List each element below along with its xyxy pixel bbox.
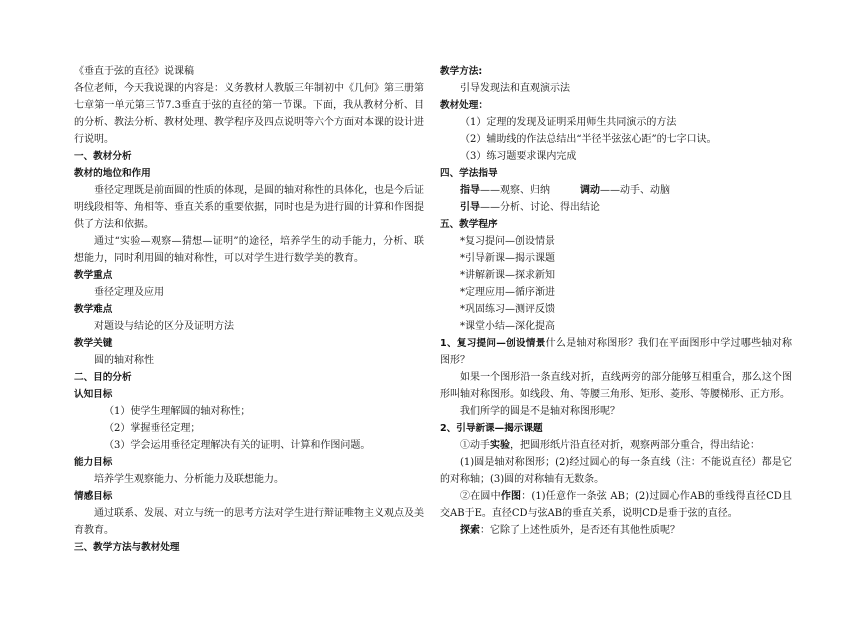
document-title: 《垂直于弦的直径》说课稿	[74, 66, 194, 77]
drawing-prefix: ②在圆中	[460, 491, 501, 502]
left-column	[74, 63, 424, 556]
material-item-3: （3）练习题要求课内完成	[460, 151, 577, 162]
paragraph-role-1: 垂径定理既是前面圆的性质的体现，是圆的轴对称性的具体化，也是今后证明线段相等、角相等、垂直关系的重要依据，同时也是为进行圆的计算和作图提供了方法和依据。	[74, 185, 424, 230]
right-column	[440, 63, 792, 539]
intro-paragraph: 各位老师，今天我说课的内容是：义务教材人教版三年制初中《几何》第三册第七章第一单元第三节7.3垂直于弦的直径的第一节课。下面，我从教材分析、目的分析、教法分析、教材处理、教学程序及四点说明等六个方面对本课的设计进行说明。	[74, 83, 424, 145]
step-1-paragraph	[440, 335, 792, 369]
subheading-key-point: 教学重点	[74, 270, 113, 281]
experiment-line	[440, 437, 792, 454]
paragraph-role-2: 通过“实验—观察—猜想—证明”的途径，培养学生的动手能力，分析、联想能力，同时利用圆的轴对称性，可以对学生进行数学美的教育。	[74, 236, 424, 264]
subheading-emotion: 情感目标	[74, 491, 113, 502]
ability-text: 培养学生观察能力、分析能力及联想能力。	[94, 474, 284, 485]
procedure-item-2: *引导新课—揭示课题	[460, 253, 555, 264]
subheading-crux: 教学关键	[74, 338, 113, 349]
emotion-text: 通过联系、发展、对立与统一的思考方法对学生进行辩证唯物主义观点及美育教育。	[74, 508, 424, 536]
material-item-1: （1）定理的发现及证明采用师生共同演示的方法	[460, 117, 677, 128]
material-item-2: （2）辅助线的作法总结出“半径半弦弦心距”的七字口诀。	[460, 134, 717, 145]
guidance-text-1: ——观察、归纳	[480, 185, 550, 196]
difficulty-text: 对题设与结论的区分及证明方法	[94, 321, 234, 332]
section-heading-4: 四、学法指导	[440, 168, 498, 179]
guidance-label-1: 指导	[460, 185, 480, 196]
procedure-item-4: *定理应用—循序渐进	[460, 287, 555, 298]
step-2-heading: 2、引导新课—揭示课题	[440, 423, 543, 434]
procedure-item-6: *课堂小结—深化提高	[460, 321, 555, 332]
explore-text: ：它除了上述性质外，是否还有其他性质呢？	[480, 525, 680, 536]
guidance-label-3: 引导	[460, 202, 480, 213]
procedure-item-3: *讲解新课—探求新知	[460, 270, 555, 281]
section-heading-3: 三、教学方法与教材处理	[74, 542, 180, 553]
subheading-ability: 能力目标	[74, 457, 113, 468]
subheading-difficulty: 教学难点	[74, 304, 113, 315]
experiment-prefix: ①动手	[460, 440, 490, 451]
crux-text: 圆的轴对称性	[94, 355, 154, 366]
subheading-material-handling: 教材处理：	[440, 100, 488, 111]
drawing-label: 作图	[500, 491, 522, 502]
cognitive-item-3: （3）学会运用垂径定理解决有关的证明、计算和作图问题。	[104, 440, 371, 451]
section-heading-5: 五、教学程序	[440, 219, 498, 230]
explore-line	[440, 522, 792, 539]
step-1-followup: 我们所学的圆是不是轴对称图形呢？	[460, 406, 620, 417]
subheading-cognitive: 认知目标	[74, 389, 113, 400]
subheading-method: 教学方法:	[440, 66, 483, 77]
section-heading-2: 二、目的分析	[74, 372, 132, 383]
step-1-question: 什么是轴对称图形？我们在平面图形中学过哪些轴对称图形？	[440, 338, 792, 366]
guidance-text-3: ——分析、讨论、得出结论	[480, 202, 600, 213]
explore-label: 探索	[460, 525, 480, 536]
experiment-conclusion: (1)圆是轴对称图形；(2)经过圆心的每一条直线（注：不能说直径）都是它的对称轴；(3)圆的对称轴有无数条。	[440, 457, 792, 485]
experiment-label: 实验	[490, 440, 510, 451]
section-heading-1: 一、教材分析	[74, 151, 132, 162]
experiment-text: ，把圆形纸片沿直径对折，观察两部分重合，得出结论：	[510, 440, 760, 451]
drawing-paragraph	[440, 488, 792, 522]
guidance-line-1	[440, 182, 792, 199]
cognitive-item-2: （2）掌握垂径定理；	[104, 423, 201, 434]
step-1-heading: 1、复习提问—创设情景	[440, 338, 546, 349]
step-1-answer: 如果一个图形沿一条直线对折，直线两旁的部分能够互相重合，那么这个图形叫轴对称图形。如线段、角、等腰三角形、矩形、菱形、等腰梯形、正方形。	[440, 372, 792, 400]
procedure-item-5: *巩固练习—测评反馈	[460, 304, 555, 315]
drawing-text: ：(1)任意作一条弦 AB；(2)过圆心作AB的垂线得直径CD且交AB于E。直径CD与弦AB的垂直关系，说明CD是垂于弦的直径。	[440, 491, 792, 519]
procedure-item-1: *复习提问—创设情景	[460, 236, 555, 247]
guidance-line-2	[440, 199, 792, 216]
cognitive-item-1: （1）使学生理解圆的轴对称性；	[104, 406, 251, 417]
guidance-text-2: ——动手、动脑	[600, 185, 670, 196]
guidance-label-2: 调动	[580, 185, 600, 196]
method-text: 引导发现法和直观演示法	[460, 83, 570, 94]
subheading-role: 教材的地位和作用	[74, 168, 151, 179]
key-point-text: 垂径定理及应用	[94, 287, 164, 298]
